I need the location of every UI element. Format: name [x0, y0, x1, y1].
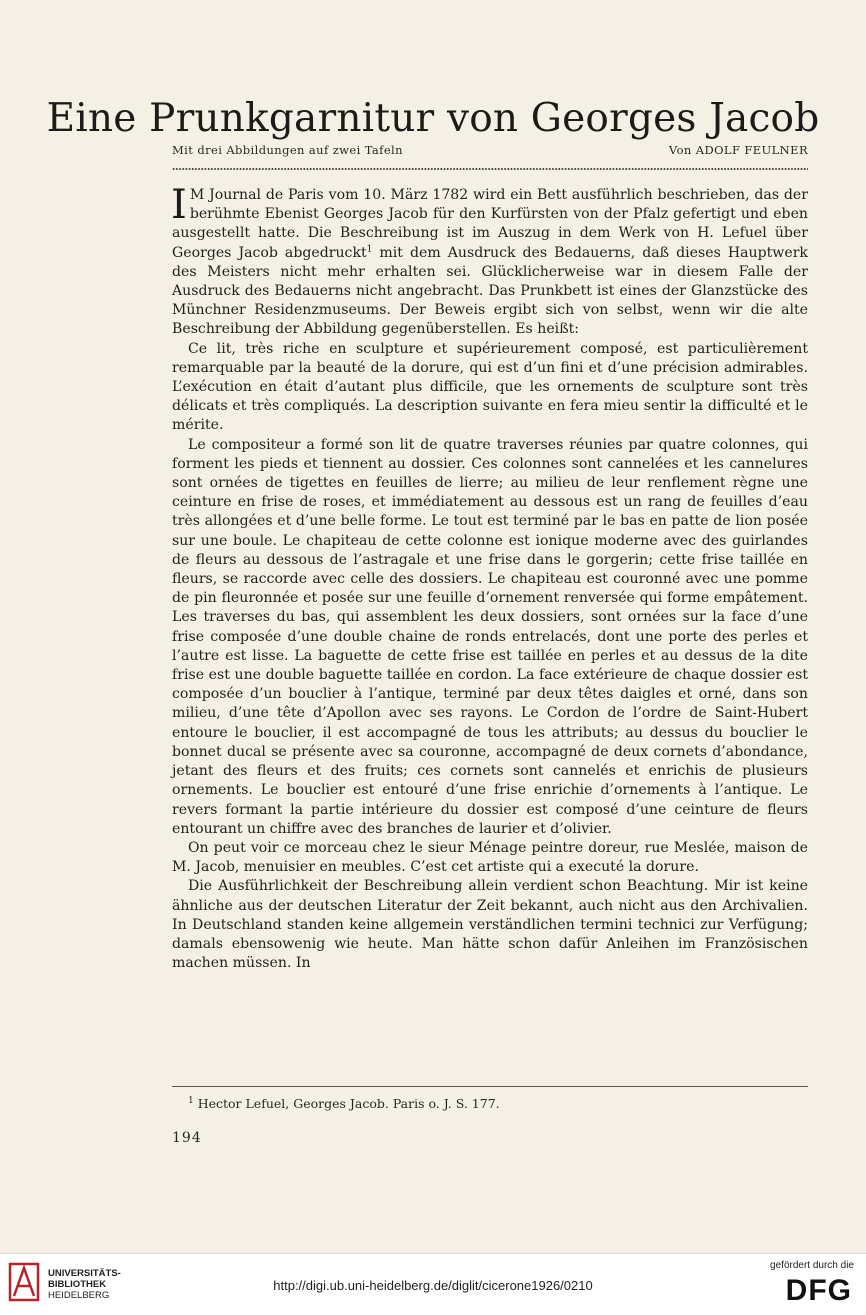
paragraph-2: Ce lit, très riche en sculpture et supérieurement composé, est particulièrement remarquable par la beauté de la dorure, qui est d’un fini et d’une précision admirables. L’exécution en était d’autant plus difficile, que les ornements de sculpture sont très délicats et très compliqués. La description suivante en fera mieu sentir la difficulté et le mérite. [172, 340, 808, 434]
article-body [171, 182, 808, 973]
author-byline: Von ADOLF FEULNER [668, 143, 808, 157]
viewer-footer [0, 1253, 866, 1315]
footnote-mark: 1 [188, 1095, 194, 1106]
uni-line-1: UNIVERSITÄTS- [48, 1268, 121, 1279]
footnote-text: Hector Lefuel, Georges Jacob. Paris o. J. S. 177. [193, 1096, 500, 1111]
uni-line-2: BIBLIOTHEK [48, 1279, 107, 1290]
article-title: Eine Prunkgarnitur von Georges Jacob [46, 96, 820, 141]
paragraph-1-text-a: M Journal de Paris vom 10. März 1782 wird ein Bett ausführlich beschrieben, das der berühmte Ebenist Georges Jacob für den Kurfürsten von der Pfalz gefertigt und eben ausgestellt hatte. Die Beschreibung ist im Auszug in dem Werk von H. Lefuel über Georges Jacob abgedruckt [172, 187, 808, 261]
page-number: 194 [172, 1130, 202, 1146]
uni-line-3: HEIDELBERG [48, 1290, 110, 1301]
paragraph-1 [171, 182, 808, 340]
paragraph-4: On peut voir ce morceau chez le sieur Ménage peintre doreur, rue Meslée, maison de M. Jacob, menuisier en meubles. C’est cet artiste qui a executé la dorure. [172, 839, 808, 876]
dotted-rule [172, 167, 808, 171]
footnote-rule [172, 1086, 808, 1087]
footnote-reference[interactable]: 1 [366, 243, 373, 254]
article-subline [172, 143, 808, 157]
permalink-url[interactable]: http://digi.ub.uni-heidelberg.de/diglit/cicerone1926/0210 [273, 1278, 593, 1293]
footnote [188, 1096, 500, 1111]
dfg-logo[interactable]: DFG [785, 1274, 852, 1307]
paragraph-3: Le compositeur a formé son lit de quatre traverses réunies par quatre colonnes, qui forment les pieds et tiennent au dossier. Ces colonnes sont cannelées et les cannelures sont ornées de tigettes en feuilles de lierre; au milieu de leur renflement règne une ceinture en frise de roses, et immédiatement au dessous est un rang de feuilles d’eau très allongées et d’une belle forme. Le tout est terminé par le bas en patte de lion posée sur une boule. Le chapiteau de cette colonne est ionique moderne avec des guirlandes de fleurs au dessous de l’astragale et une frise dans le gorgerin; cette frise taillée en fleurs, se raccorde avec celle des dossiers. Le chapiteau est couronné avec une pomme de pin fleuronnée et posée sur une feuille d’ornement renversée qui forme empâtement. Les traverses du bas, qui assemblent les deux dossiers, sont ornées sur la face d’une frise composée d’une double chaine de ronds entrelacés, dont une porte des perles et l’autre est lisse. La baguette de cette frise est taillée en perles et au dessus de la dite frise est une double baguette taillée en cordon. La face extérieure de chaque dossier est composée d’un bouclier à l’antique, terminé par deux têtes daigles et orné, dans son milieu, d’une tête d’Apollon avec ses rayons. Le Cordon de l’ordre de Saint-Hubert entoure le bouclier, il est accompagné de tous les attributs; au dessus du bouclier le bonnet ducal se présente avec sa couronne, accompagné de deux cornets d’abondance, jetant des fleurs et des fruits; ces cornets sont cannelés et enrichis de plusieurs ornements. Le bouclier est entouré d’une frise enrichie d’ornements à l’antique. Le revers formant la partie intérieure du dossier est composé d’une ceinture de fleurs entourant un chiffre avec des branches de laurier et d’olivier. [172, 436, 808, 837]
funding-caption: gefördert durch die [770, 1260, 854, 1271]
illustration-note: Mit drei Abbildungen auf zwei Tafeln [172, 143, 403, 157]
paragraph-1-text-b: mit dem Ausdruck des Bedauerns, daß dieses Hauptwerk des Meisters nicht mehr erhalten sei. Glücklicherweise war in diesem Falle der Ausdruck des Bedauerns nicht angebracht. Das Prunkbett ist eines der Glanzstücke des Münchner Residenzmuseums. Der Beweis ergibt sich von selbst, wenn wir die alte Beschreibung der Abbildung gegenüberstellen. Es heißt: [172, 244, 808, 338]
drop-cap: I [171, 182, 187, 228]
paragraph-5: Die Ausführlichkeit der Beschreibung allein verdient schon Beachtung. Mir ist keine ähnliche aus der deutschen Literatur der Zeit bekannt, auch nicht aus den Archivalien. In Deutschland standen keine allgemein verständlichen termini technici zur Verfügung; damals ebensowenig wie heute. Man hätte schon dafür Anleihen im Französischen machen müssen. In [172, 878, 808, 972]
